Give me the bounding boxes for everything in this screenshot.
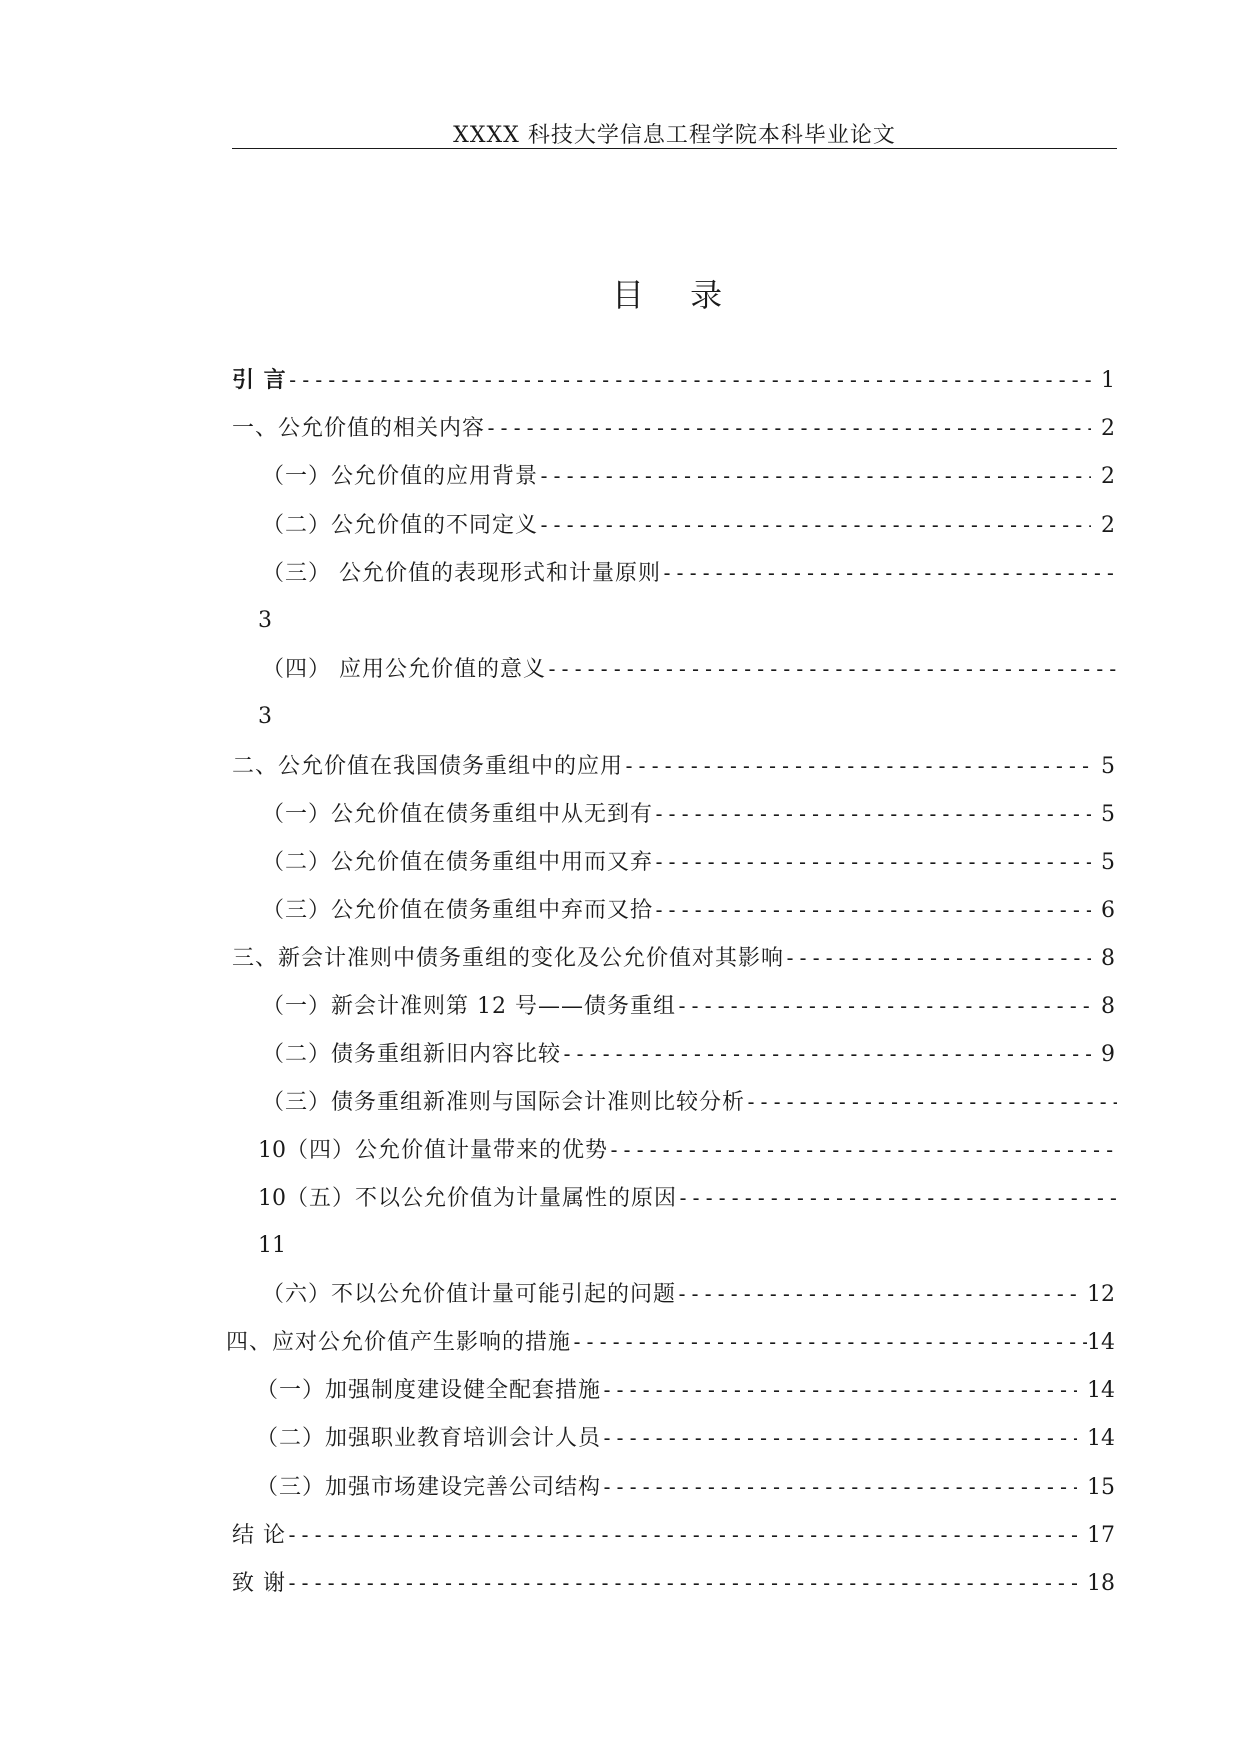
- toc-entry-text: 一、公允价值的相关内容: [232, 416, 486, 441]
- toc-entry-chapter-2[interactable]: [232, 751, 1115, 782]
- toc-page-number: 2: [1101, 416, 1115, 441]
- dot-leader: [286, 1520, 1077, 1550]
- toc-entry-text: （二）公允价值在债务重组中用而又弃: [262, 850, 654, 875]
- toc-entry-1-2[interactable]: [262, 510, 1115, 541]
- header-rule: [232, 148, 1117, 149]
- dot-leader: [601, 1423, 1077, 1453]
- toc-page-number: 8: [1101, 946, 1115, 971]
- toc-page-number: 14: [1087, 1330, 1115, 1355]
- dot-leader: [676, 991, 1091, 1021]
- toc-entry-chapter-1[interactable]: [232, 413, 1115, 444]
- toc-entry-3-4[interactable]: [258, 1135, 1117, 1166]
- toc-page-number: 5: [1101, 802, 1115, 827]
- toc-entry-3-2[interactable]: [262, 1039, 1115, 1070]
- toc-entry-text: （二）债务重组新旧内容比较: [262, 1042, 562, 1067]
- toc-page-number: 15: [1087, 1475, 1115, 1500]
- dot-leader: [745, 1087, 1117, 1117]
- toc-entry-2-3[interactable]: [262, 895, 1115, 926]
- toc-entry-text: （六）不以公允价值计量可能引起的问题: [262, 1282, 677, 1307]
- toc-entry-text: 三、新会计准则中债务重组的变化及公允价值对其影响: [232, 946, 785, 971]
- toc-page-number: 10: [258, 1138, 286, 1163]
- dot-leader: [571, 1327, 1087, 1357]
- toc-entry-2-1[interactable]: [262, 799, 1115, 830]
- toc-entry-text: （三）债务重组新准则与国际会计准则比较分析: [262, 1090, 746, 1115]
- toc-entry-text: 二、公允价值在我国债务重组中的应用: [232, 754, 624, 779]
- toc-entry-chapter-3[interactable]: [232, 943, 1115, 974]
- toc-entry-3-1[interactable]: [262, 991, 1115, 1022]
- toc-entry-text: （三） 公允价值的表现形式和计量原则: [262, 561, 661, 586]
- toc-page-number: 3: [258, 608, 272, 633]
- toc-entry-3-6[interactable]: [262, 1279, 1115, 1310]
- toc-entry-text: 致 谢: [232, 1571, 286, 1596]
- toc-entry-4-3[interactable]: [256, 1472, 1115, 1503]
- dot-leader: [677, 1183, 1117, 1213]
- dot-leader: [538, 510, 1091, 540]
- toc-entry-text: （三）加强市场建设完善公司结构: [256, 1475, 602, 1500]
- toc-page-number: 3: [258, 704, 272, 729]
- toc-entry-acknowledgements[interactable]: [232, 1568, 1115, 1599]
- toc-entry-1-1[interactable]: [262, 461, 1115, 492]
- toc-page-number: 12: [1087, 1282, 1115, 1307]
- toc-entry-3-3[interactable]: [262, 1087, 1117, 1118]
- toc-title: 目 录: [611, 276, 741, 314]
- toc-entry-text: （二）加强职业教育培训会计人员: [256, 1426, 602, 1451]
- toc-page-number: 1: [1101, 368, 1115, 393]
- dot-leader: [608, 1135, 1117, 1165]
- toc-page-number: 17: [1087, 1523, 1115, 1548]
- toc-page-number: 10: [258, 1186, 286, 1211]
- toc-entry-text: （一）新会计准则第 12 号——债务重组: [262, 994, 676, 1019]
- dot-leader: [676, 1279, 1077, 1309]
- dot-leader: [661, 558, 1117, 588]
- toc-page-number: 11: [258, 1233, 286, 1258]
- toc-entry-text: （四） 应用公允价值的意义: [262, 657, 546, 682]
- toc-page-number: 6: [1101, 898, 1115, 923]
- dot-leader: [653, 847, 1091, 877]
- toc-page-number: 2: [1101, 464, 1115, 489]
- toc-entry-conclusion[interactable]: [232, 1520, 1115, 1551]
- toc-page-number: 14: [1087, 1426, 1115, 1451]
- toc-entry-1-4[interactable]: [262, 654, 1117, 685]
- dot-leader: [287, 365, 1091, 395]
- toc-entry-text: （一）加强制度建设健全配套措施: [256, 1378, 602, 1403]
- dot-leader: [561, 1039, 1091, 1069]
- toc-entry-text: （五）不以公允价值为计量属性的原因: [286, 1186, 678, 1211]
- dot-leader: [653, 799, 1091, 829]
- toc-entry-intro[interactable]: [232, 365, 1115, 396]
- dot-leader: [623, 751, 1091, 781]
- toc-entry-text: （一）公允价值的应用背景: [262, 464, 539, 489]
- toc-entry-text: （四）公允价值计量带来的优势: [286, 1138, 609, 1163]
- toc-entry-3-5[interactable]: [258, 1183, 1117, 1214]
- dot-leader: [601, 1375, 1077, 1405]
- toc-page-number: 8: [1101, 994, 1115, 1019]
- toc-entry-text: （一）公允价值在债务重组中从无到有: [262, 802, 654, 827]
- toc-entry-4-1[interactable]: [256, 1375, 1115, 1406]
- toc-page-number: 14: [1087, 1378, 1115, 1403]
- toc-page-number: 2: [1101, 513, 1115, 538]
- toc-entry-1-3[interactable]: [262, 558, 1117, 589]
- toc-page-number: 18: [1087, 1571, 1115, 1596]
- toc-entry-text: 引 言: [232, 368, 287, 393]
- dot-leader: [601, 1472, 1077, 1502]
- toc-page-number: 5: [1101, 754, 1115, 779]
- toc-page-number: 5: [1101, 850, 1115, 875]
- dot-leader: [784, 943, 1091, 973]
- dot-leader: [286, 1568, 1077, 1598]
- dot-leader: [546, 654, 1117, 684]
- dot-leader: [485, 413, 1091, 443]
- toc-entry-2-2[interactable]: [262, 847, 1115, 878]
- dot-leader: [538, 461, 1091, 491]
- toc-entry-text: 四、应对公允价值产生影响的措施: [226, 1330, 572, 1355]
- dot-leader: [653, 895, 1091, 925]
- toc-entry-text: （二）公允价值的不同定义: [262, 513, 539, 538]
- toc-entry-4-2[interactable]: [256, 1423, 1115, 1454]
- running-header: XXXX 科技大学信息工程学院本科毕业论文: [453, 123, 896, 148]
- toc-entry-text: （三）公允价值在债务重组中弃而又拾: [262, 898, 654, 923]
- toc-entry-text: 结 论: [232, 1523, 286, 1548]
- toc-page-number: 9: [1101, 1042, 1115, 1067]
- toc-entry-chapter-4[interactable]: [226, 1327, 1115, 1358]
